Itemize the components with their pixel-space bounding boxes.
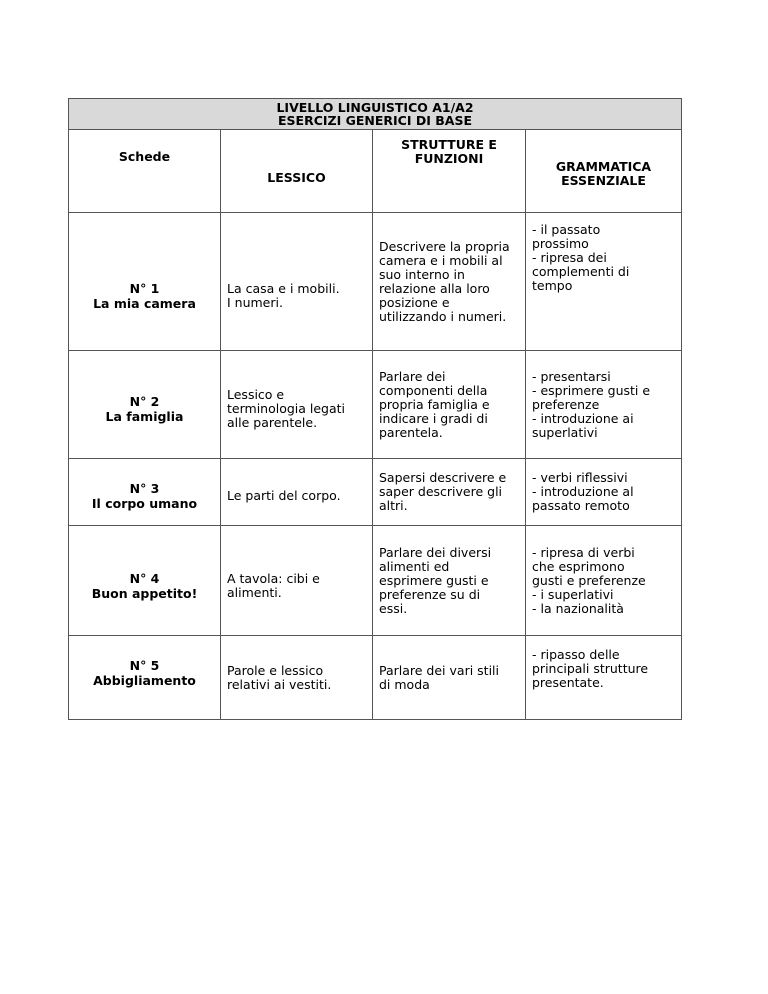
table-title-row: [69, 99, 682, 130]
lessico-cell: La casa e i mobili. I numeri.: [221, 213, 373, 351]
scheda-label: [69, 459, 221, 526]
scheda-name: La mia camera: [93, 295, 196, 311]
strutture-cell: Parlare dei vari stili di moda: [373, 636, 526, 720]
scheda-number: N° 5: [129, 657, 160, 673]
table-row: [69, 459, 682, 526]
lessico-cell: Le parti del corpo.: [221, 459, 373, 526]
strutture-cell: Parlare dei componenti della propria famiglia e indicare i gradi di parentela.: [373, 351, 526, 459]
lessico-cell: Lessico e terminologia legati alle parentele.: [221, 351, 373, 459]
exercises-table: [68, 98, 682, 720]
scheda-label: [69, 526, 221, 636]
header-grammatica: GRAMMATICA ESSENZIALE: [526, 130, 682, 213]
strutture-cell: Parlare dei diversi alimenti ed esprimere gusti e preferenze su di essi.: [373, 526, 526, 636]
lessico-cell: Parole e lessico relativi ai vestiti.: [221, 636, 373, 720]
scheda-label: [69, 636, 221, 720]
strutture-cell: Descrivere la propria camera e i mobili al suo interno in relazione alla loro posizione e utilizzando i numeri.: [373, 213, 526, 351]
scheda-name: Il corpo umano: [91, 496, 198, 511]
scheda-label: [69, 351, 221, 459]
grammatica-cell: - il passato prossimo - ripresa dei complementi di tempo: [526, 213, 682, 351]
strutture-cell: Sapersi descrivere e saper descrivere gli altri.: [373, 459, 526, 526]
grammatica-cell: - ripresa di verbi che esprimono gusti e preferenze - i superlativi - la nazionalità: [526, 526, 682, 636]
title-line-2: ESERCIZI GENERICI DI BASE: [278, 113, 472, 128]
header-lessico: LESSICO: [221, 130, 373, 213]
header-strutture: STRUTTURE E FUNZIONI: [373, 130, 526, 213]
table-row: [69, 213, 682, 351]
scheda-number: N° 1: [129, 280, 160, 296]
scheda-number: N° 4: [129, 570, 160, 586]
header-row: [69, 130, 682, 213]
grammatica-cell: - presentarsi - esprimere gusti e preferenze - introduzione ai superlativi: [526, 351, 682, 459]
table-row: [69, 636, 682, 720]
scheda-label: [69, 213, 221, 351]
table-row: [69, 351, 682, 459]
table-row: [69, 526, 682, 636]
scheda-number: N° 2: [129, 393, 160, 409]
scheda-name: La famiglia: [105, 408, 184, 424]
scheda-name: Buon appetito!: [91, 585, 198, 601]
lessico-cell: A tavola: cibi e alimenti.: [221, 526, 373, 636]
title-line-1: LIVELLO LINGUISTICO A1/A2: [276, 100, 474, 115]
scheda-name: Abbigliamento: [93, 672, 196, 688]
grammatica-cell: - verbi riflessivi - introduzione al passato remoto: [526, 459, 682, 526]
grammatica-cell: - ripasso delle principali strutture presentate.: [526, 636, 682, 720]
scheda-number: N° 3: [129, 481, 160, 496]
header-schede: Schede: [69, 130, 221, 213]
table-title: [69, 99, 682, 130]
